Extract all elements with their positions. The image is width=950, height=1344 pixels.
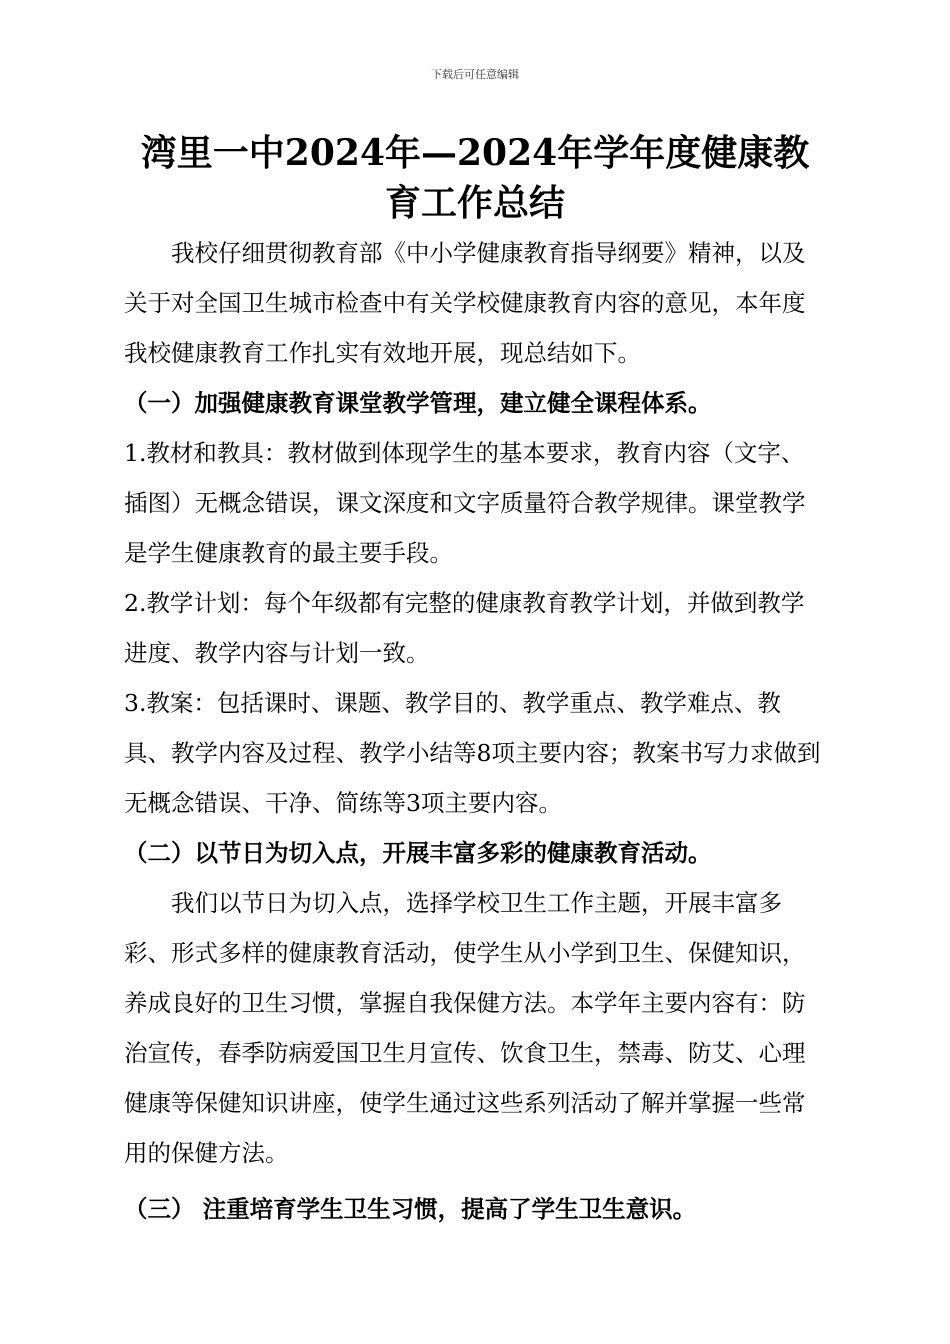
section-3-heading: （三） 注重培育学生卫生习惯，提高了学生卫生意识。: [124, 1195, 697, 1223]
section-1-item-2: 2.教学计划：每个年级都有完整的健康教育教学计划，并做到教学进度、教学内容与计划一致。: [124, 589, 805, 667]
page-header-note: 下载后可任意编辑: [431, 68, 519, 81]
document-title: 湾里一中2024年—2024年学年度健康教育工作总结: [140, 132, 810, 224]
section-1-item-1: 1.教材和教具：教材做到体现学生的基本要求，教育内容（文字、插图）无概念错误，课文深度和文字质量符合教学规律。课堂教学是学生健康教育的最主要手段。: [124, 439, 806, 567]
intro-paragraph: 我校仔细贯彻教育部《中小学健康教育指导纲要》精神，以及关于对全国卫生城市检查中有关学校健康教育内容的意见，本年度我校健康教育工作扎实有效地开展，现总结如下。: [124, 239, 806, 367]
section-2-body: 我们以节日为切入点，选择学校卫生工作主题，开展丰富多彩、形式多样的健康教育活动，使学生从小学到卫生、保健知识，养成良好的卫生习惯，掌握自我保健方法。本学年主要内容有：防治宣传，春季防病爱国卫生月宣传、饮食卫生，禁毒、防艾、心理健康等保健知识讲座，使学生通过这些系列活动了解并掌握一些常用的保健方法。: [124, 889, 806, 1167]
section-1-item-3: 3.教案：包括课时、课题、教学目的、教学重点、教学难点、教具、教学内容及过程、教学小结等8项主要内容；教案书写力求做到无概念错误、干净、简练等3项主要内容。: [124, 689, 821, 817]
section-1-heading: （一）加强健康教育课堂教学管理，建立健全课程体系。: [124, 389, 712, 417]
document-body: [124, 228, 826, 1234]
section-2-heading: （二）以节日为切入点，开展丰富多彩的健康教育活动。: [124, 839, 712, 867]
